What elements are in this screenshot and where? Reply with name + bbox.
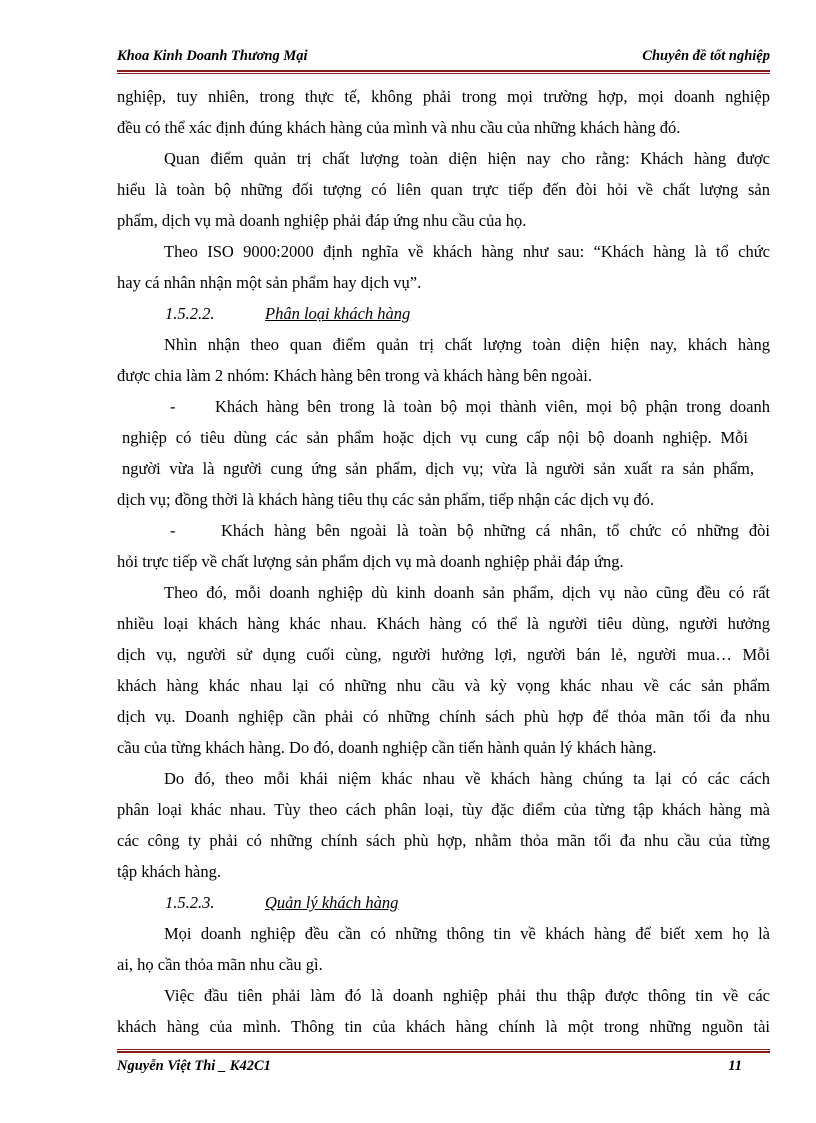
body-line: hay cá nhân nhận một sản phẩm hay dịch vụ”. (117, 273, 422, 292)
body-line: phân loại khác nhau. Tùy theo cách phân loại, tùy đặc điểm của từng tập khách hàng mà (117, 800, 770, 819)
page-footer (117, 1058, 770, 1078)
section-number: 1.5.2.2. (165, 304, 215, 323)
body-line: đều có thể xác định đúng khách hàng của mình và nhu cầu của những khách hàng đó. (117, 118, 681, 137)
footer-rule (117, 1049, 770, 1053)
page-number: 11 (728, 1058, 742, 1074)
body-line: Do đó, theo mỗi khái niệm khác nhau về khách hàng chúng ta lại có các cách (164, 769, 770, 788)
body-line: dịch vụ, người sử dụng cuối cùng, người hưởng lợi, người bán lẻ, người mua… Mỗi (117, 645, 770, 664)
body-line: được chia làm 2 nhóm: Khách hàng bên trong và khách hàng bên ngoài. (117, 366, 592, 385)
header-doc-type: Chuyên đề tốt nghiệp (642, 48, 770, 64)
bullet-text: Khách hàng bên trong là toàn bộ mọi thành viên, mọi bộ phận trong doanh (215, 397, 770, 416)
bullet-dash: - (170, 397, 176, 416)
body-line: người vừa là người cung ứng sản phẩm, dịch vụ; vừa là người sản xuất ra sản phẩm, (122, 459, 754, 478)
section-number: 1.5.2.3. (165, 893, 215, 912)
body-line: Việc đầu tiên phải làm đó là doanh nghiệp phải thu thập được thông tin về các (164, 986, 770, 1005)
body-line: hỏi trực tiếp về chất lượng sản phẩm dịch vụ mà doanh nghiệp phải đáp ứng. (117, 552, 624, 571)
body-line: cầu của từng khách hàng. Do đó, doanh nghiệp cần tiến hành quản lý khách hàng. (117, 738, 657, 757)
body-line: Nhìn nhận theo quan điểm quản trị chất lượng toàn diện hiện nay, khách hàng (164, 335, 770, 354)
body-line: nghiệp có tiêu dùng các sản phẩm hoặc dịch vụ cung cấp nội bộ doanh nghiệp. Mỗi (122, 428, 748, 447)
body-line: Theo đó, mỗi doanh nghiệp dù kinh doanh sản phẩm, dịch vụ nào cũng đều có rất (164, 583, 770, 602)
body-line: hiểu là toàn bộ những đối tượng có liên quan trực tiếp đến đòi hỏi về chất lượng sản (117, 180, 770, 199)
body-line: nghiệp, tuy nhiên, trong thực tế, không phải trong mọi trường hợp, mọi doanh nghiệp (117, 87, 770, 106)
header-department: Khoa Kinh Doanh Thương Mại (117, 48, 308, 64)
body-line: khách hàng của mình. Thông tin của khách hàng chính là một trong những nguồn tài (117, 1017, 770, 1036)
body-line: các công ty phải có những chính sách phù hợp, nhằm thỏa mãn tối đa nhu cầu của từng (117, 831, 770, 850)
body-line: dịch vụ. Doanh nghiệp cần phải có những chính sách phù hợp để thỏa mãn tối đa nhu (117, 707, 770, 726)
section-title: Phân loại khách hàng (265, 304, 411, 323)
footer-author: Nguyễn Việt Thi _ K42C1 (117, 1058, 271, 1074)
body-line: Theo ISO 9000:2000 định nghĩa về khách hàng như sau: “Khách hàng là tổ chức (164, 242, 770, 261)
body-line: khách hàng khác nhau lại có những nhu cầu và kỳ vọng khác nhau về các sản phẩm (117, 676, 770, 695)
body-line: Mọi doanh nghiệp đều cần có những thông tin về khách hàng để biết xem họ là (164, 924, 770, 943)
page-header (117, 48, 770, 68)
bullet-text: Khách hàng bên ngoài là toàn bộ những cá nhân, tổ chức có những đòi (221, 521, 770, 540)
bullet-dash: - (170, 521, 176, 540)
body-line: Quan điểm quản trị chất lượng toàn diện hiện nay cho rằng: Khách hàng được (164, 149, 770, 168)
body-line: ai, họ cần thỏa mãn nhu cầu gì. (117, 955, 323, 974)
body-line: nhiều loại khách hàng khác nhau. Khách hàng có thể là người tiêu dùng, người hưởng (117, 614, 770, 633)
body-line: tập khách hàng. (117, 862, 222, 881)
section-title: Quản lý khách hàng (265, 893, 399, 912)
body-line: phẩm, dịch vụ mà doanh nghiệp phải đáp ứng nhu cầu của họ. (117, 211, 527, 230)
header-rule (117, 70, 770, 74)
body-line: dịch vụ; đồng thời là khách hàng tiêu thụ các sản phẩm, tiếp nhận các dịch vụ đó. (117, 490, 655, 509)
